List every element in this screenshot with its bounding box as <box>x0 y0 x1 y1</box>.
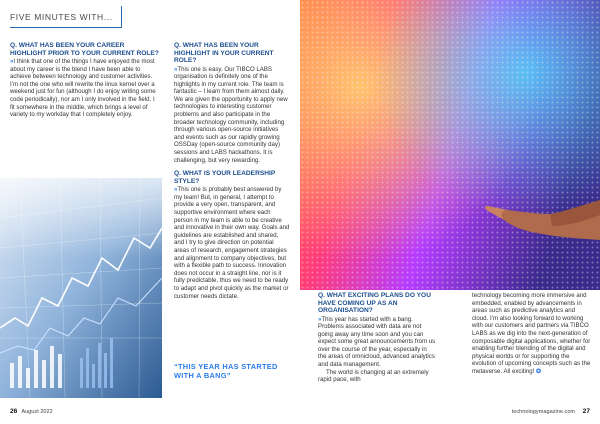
answer-paragraph-2: The world is changing at an extremely rapid pace, with <box>318 368 429 384</box>
section-tag-label: FIVE MINUTES WITH... <box>10 12 113 22</box>
right-column-1 <box>318 292 436 384</box>
pull-quote: “THIS YEAR HAS STARTED WITH A BANG” <box>174 362 278 380</box>
led-wall-photo <box>300 0 600 290</box>
left-column-1 <box>10 42 160 119</box>
arrow-icon: » <box>174 186 178 194</box>
folio-right <box>512 408 590 415</box>
analytics-screen-photo <box>0 178 162 398</box>
arrow-icon: » <box>10 58 14 65</box>
question-heading: Q. WHAT EXCITING PLANS DO YOU HAVE COMING UP AS AN ORGANISATION? <box>318 292 431 314</box>
body-paragraph: technology becoming more immersive and embedded, enabled by advancements in areas such as predictive analytics and cloud. I’m also looking forward to working with our customers and partners via TIBCO LABS as we dig into the next-generation of composable digital applications, whether for enabling further blending of the digital and physical worlds or for supporting the evolution of upcoming concepts such as the metaverse. All exciting! ✪ <box>472 292 591 375</box>
answer-paragraph: »I think that one of the things I have enjoyed the most about my career is the blend I have been able to achieve between technology and customer activities. I’m not the one who will rewrite the linux kernel over a weekend just for fun (although I do enjoy writing some code periodically), nor am I only involved in the field. I fit somewhere in the middle, which brings a level of variety to my workday that I completely enjoy. <box>10 58 156 119</box>
website: technologymagazine.com <box>511 409 576 415</box>
arrow-icon: » <box>318 315 322 323</box>
question-heading: Q. WHAT IS YOUR LEADERSHIP STYLE? <box>174 170 276 185</box>
right-page <box>300 290 600 424</box>
folio-left <box>10 408 53 415</box>
question-heading: Q. WHAT HAS BEEN YOUR CAREER HIGHLIGHT PRIOR TO YOUR CURRENT ROLE? <box>10 42 159 57</box>
left-column-2 <box>174 42 290 306</box>
end-mark-icon: ✪ <box>536 367 542 375</box>
issue-date: August 2022 <box>21 409 53 415</box>
question-heading: Q. WHAT HAS BEEN YOUR HIGHLIGHT IN YOUR CURRENT ROLE? <box>174 42 274 64</box>
section-tag <box>10 6 122 28</box>
answer-paragraph: »This one is easy. Our TIBCO LABS organisation is definitely one of the highlights in my current role. The team is fantastic – I learn from them almost daily. We are given the opportunity to apply new technologies to interesting customer problems and also participate in the broader technology community, including through various open-source initiatives and events such as our rapidly growing OSSDay (open-source community day) sessions and LABS hackathons. It is challenging, but very rewarding. <box>174 65 288 164</box>
page-number: 26 <box>10 408 18 415</box>
arrow-icon: » <box>174 65 178 73</box>
page-number: 27 <box>582 408 590 415</box>
right-column-2 <box>472 292 592 376</box>
answer-paragraph: »This year has started with a bang. Problems associated with data are not going away any time soon and you can expect some great announcements from us over the course of the year, especially in the areas of omnicloud, advanced analytics and data management. <box>318 315 436 369</box>
answer-paragraph: »This one is probably best answered by my team! But, in general, I attempt to provide a very open, transparent, and supportive environment where each person in my team is able to be creative and innovative in their own way. Goals and guidelines are established and shared, and I try to give direction on potential areas of research, engagement strategies and alignment to company objectives, but with a flexible path to success. Innovation does not occur in a straight line, nor is it fully predictable, thus we need to be ready to adapt and pivot quickly as the market or customer needs dictate. <box>174 186 290 300</box>
